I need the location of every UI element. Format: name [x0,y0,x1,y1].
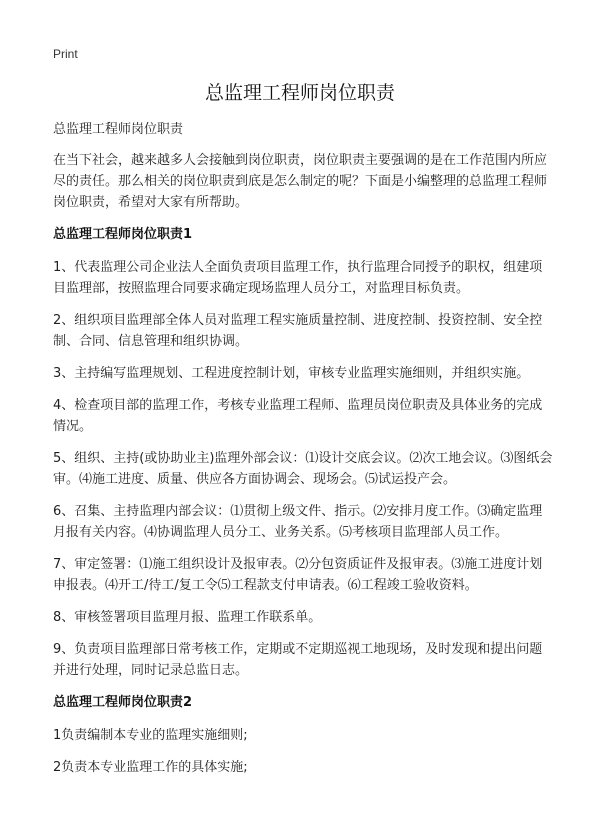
duty-item: 5、组织、主持(或协助业主)监理外部会议：⑴设计交底会议。⑵次工地会议。⑶图纸会审。⑷施工进度、质量、供应各方面协调会、现场会。⑸试运投产会。 [53,451,553,487]
document-subtitle: 总监理工程师岗位职责 [53,122,184,137]
document-body [53,119,553,789]
section-1 [53,224,553,681]
print-link[interactable]: Print [53,47,78,61]
duty-item: 9、负责项目监理部日常考核工作，定期或不定期巡视工地现场，及时发现和提出问题并进行处理，同时记录总监日志。 [53,642,543,678]
duty-item: 3、主持编写监理规划、工程进度控制计划，审核专业监理实施细则，并组织实施。 [53,366,530,381]
section-heading: 总监理工程师岗位职责1 [53,227,193,242]
duty-item: 6、召集、主持监理内部会议：⑴贯彻上级文件、指示。⑵安排月度工作。⑶确定监理月报有关内容。⑷协调监理人员分工、业务关系。⑸考核项目监理部人员工作。 [53,504,543,540]
duty-item: 7、审定签署：⑴施工组织设计及报审表。⑵分包资质证件及报审表。⑶施工进度计划申报表。⑷开工/待工/复工令⑸工程款支付申请表。⑹工程竣工验收资料。 [53,557,543,593]
section-2 [53,692,553,778]
section-heading: 总监理工程师岗位职责2 [53,695,193,710]
duty-list [53,725,553,778]
duty-list [53,257,553,681]
duty-item: 1负责编制本专业的监理实施细则; [53,728,248,743]
duty-item: 1、代表监理公司企业法人全面负责项目监理工作，执行监理合同授予的职权，组建项目监理部，按照监理合同要求确定现场监理人员分工，对监理目标负责。 [53,260,543,296]
duty-item: 8、审核签署项目监理月报、监理工作联系单。 [53,610,322,625]
page-title: 总监理工程师岗位职责 [204,82,395,104]
duty-item: 4、检查项目部的监理工作，考核专业监理工程师、监理员岗位职责及具体业务的完成情况。 [53,398,543,434]
duty-item: 2负责本专业监理工作的具体实施; [53,760,248,775]
intro-paragraph: 在当下社会，越来越多人会接触到岗位职责，岗位职责主要强调的是在工作范围内所应尽的责任。那么相关的岗位职责到底是怎么制定的呢？下面是小编整理的总监理工程师岗位职责，希望对大家有所帮助。 [53,153,548,210]
duty-item: 2、组织项目监理部全体人员对监理工程实施质量控制、进度控制、投资控制、安全控制、合同、信息管理和组织协调。 [53,313,543,349]
